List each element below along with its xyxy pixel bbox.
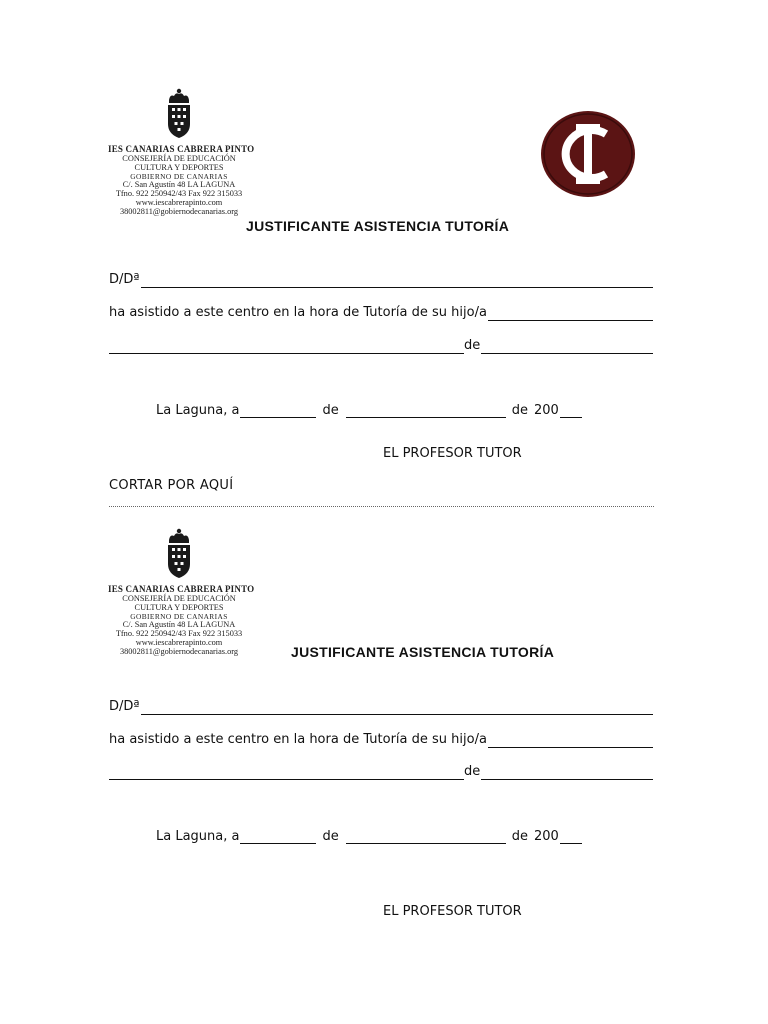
name-row	[109, 693, 653, 715]
letterhead-line: CULTURA Y DEPORTES	[134, 162, 224, 172]
signer-label: EL PROFESOR TUTOR	[383, 904, 522, 919]
name-field[interactable]	[141, 698, 653, 715]
attended-text: ha asistido a este centro en la hora de Tutoría de su hijo/a	[109, 732, 487, 747]
place-label: La Laguna, a	[156, 829, 240, 844]
letterhead-line: 38002811@gobiernodecanarias.org	[119, 206, 238, 216]
name-row	[109, 266, 653, 288]
coat-of-arms-icon	[164, 528, 194, 580]
date-de-label: de	[511, 829, 528, 844]
letterhead-line: C/. San Agustín 48 LA LAGUNA	[122, 180, 236, 190]
school-name: IES CANARIAS CABRERA PINTO	[108, 584, 255, 594]
letterhead-line: GOBIERNO DE CANARIAS	[130, 171, 228, 181]
form-title: JUSTIFICANTE ASISTENCIA TUTORÍA	[246, 218, 510, 234]
month-field[interactable]	[346, 827, 506, 844]
year-prefix: 200	[533, 829, 559, 844]
de-label: de	[464, 764, 481, 779]
group-row	[109, 332, 653, 354]
letterhead-line: GOBIERNO DE CANARIAS	[130, 611, 228, 621]
letterhead	[108, 88, 255, 217]
child-name-field[interactable]	[488, 731, 653, 748]
letterhead-line: www.iescabrerapinto.com	[135, 637, 223, 647]
letterhead-line: C/. San Agustín 48 LA LAGUNA	[122, 620, 236, 630]
letterhead-line: CONSEJERÍA DE EDUCACIÓN	[122, 594, 236, 603]
date-de-label: de	[511, 403, 528, 418]
signer-label: EL PROFESOR TUTOR	[383, 446, 522, 461]
date-de-label: de	[322, 829, 339, 844]
course-field[interactable]	[109, 763, 464, 780]
course-field[interactable]	[109, 337, 464, 354]
date-row	[156, 822, 582, 844]
group-field[interactable]	[481, 763, 653, 780]
attended-text: ha asistido a este centro en la hora de Tutoría de su hijo/a	[109, 305, 487, 320]
group-row	[109, 758, 653, 780]
month-field[interactable]	[346, 401, 506, 418]
school-name: IES CANARIAS CABRERA PINTO	[108, 144, 255, 154]
place-label: La Laguna, a	[156, 403, 240, 418]
day-field[interactable]	[240, 401, 316, 418]
year-field[interactable]	[560, 401, 582, 418]
group-field[interactable]	[481, 337, 653, 354]
date-de-label: de	[322, 403, 339, 418]
school-seal-icon	[540, 110, 636, 198]
year-prefix: 200	[533, 403, 559, 418]
letterhead-line: 38002811@gobiernodecanarias.org	[119, 646, 238, 656]
year-field[interactable]	[560, 827, 582, 844]
letterhead-line: Tfno. 922 250942/43 Fax 922 315033	[115, 189, 243, 199]
letterhead-line: www.iescabrerapinto.com	[135, 197, 223, 207]
letterhead	[108, 528, 255, 657]
letterhead-line: CONSEJERÍA DE EDUCACIÓN	[122, 154, 236, 163]
day-field[interactable]	[240, 827, 316, 844]
form-copy-bottom	[0, 500, 768, 1024]
attended-row	[109, 726, 653, 748]
name-label: D/Dª	[109, 272, 140, 287]
name-label: D/Dª	[109, 699, 140, 714]
name-field[interactable]	[141, 271, 653, 288]
form-title: JUSTIFICANTE ASISTENCIA TUTORÍA	[291, 644, 555, 660]
cut-label: CORTAR POR AQUÍ	[109, 478, 234, 493]
de-label: de	[464, 338, 481, 353]
date-row	[156, 396, 582, 418]
child-name-field[interactable]	[488, 304, 653, 321]
attended-row	[109, 299, 653, 321]
form-copy-top	[0, 0, 768, 500]
letterhead-line: CULTURA Y DEPORTES	[134, 602, 224, 612]
coat-of-arms-icon	[164, 88, 194, 140]
letterhead-line: Tfno. 922 250942/43 Fax 922 315033	[115, 629, 243, 639]
